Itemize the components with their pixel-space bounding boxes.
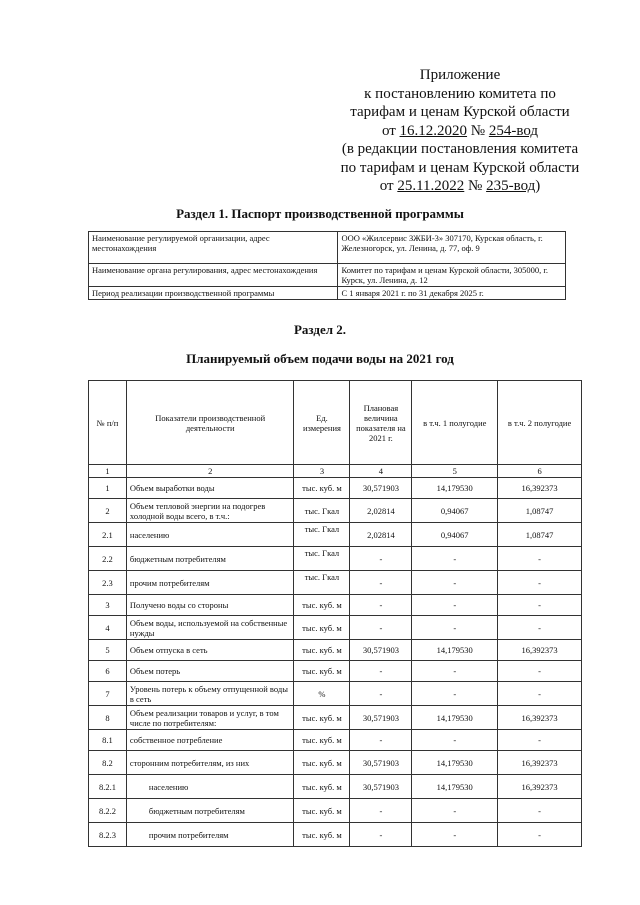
row-h1: 14,179530 xyxy=(412,640,498,661)
row-h1: - xyxy=(412,595,498,616)
row-indicator: бюджетным потребителям xyxy=(126,547,294,571)
row-h1: - xyxy=(412,799,498,823)
header-plan: Плановая величина показателя на 2021 г. xyxy=(350,381,412,465)
row-h2: - xyxy=(498,595,582,616)
amendment-number: 235-вод xyxy=(486,178,536,194)
col-number: 6 xyxy=(498,465,582,478)
row-plan: 30,571903 xyxy=(350,775,412,799)
row-indicator: бюджетным потребителям xyxy=(126,799,294,823)
passport-value: С 1 января 2021 г. по 31 декабря 2025 г. xyxy=(338,287,566,300)
table-row xyxy=(89,775,582,799)
row-num: 2.1 xyxy=(89,523,127,547)
table-row xyxy=(89,547,582,571)
row-indicator: собственное потребление xyxy=(126,730,294,751)
resolution-number: 254-вод xyxy=(488,122,539,139)
row-h2: - xyxy=(498,730,582,751)
header-line-4: от 16.12.2020 № 254-вод xyxy=(381,122,539,139)
row-h2: - xyxy=(498,682,582,706)
table-row xyxy=(89,595,582,616)
table-row xyxy=(89,706,582,730)
row-h1: 14,179530 xyxy=(412,706,498,730)
row-num: 2.2 xyxy=(89,547,127,571)
row-h1: 0,94067 xyxy=(412,523,498,547)
amendment-date: 25.11.2022 xyxy=(397,178,465,194)
row-unit: тыс. куб. м xyxy=(294,751,350,775)
row-h2: - xyxy=(498,799,582,823)
passport-table xyxy=(88,231,566,300)
table-row xyxy=(89,616,582,640)
row-plan: - xyxy=(350,547,412,571)
row-num: 2 xyxy=(89,499,127,523)
row-plan: 2,02814 xyxy=(350,523,412,547)
header-h2: в т.ч. 2 полугодие xyxy=(498,381,582,465)
row-plan: 30,571903 xyxy=(350,751,412,775)
passport-row xyxy=(89,264,566,287)
row-indicator: Объем тепловой энергии на подогрев холодной воды всего, в т.ч.: xyxy=(126,499,294,523)
col-number: 3 xyxy=(294,465,350,478)
row-plan: - xyxy=(350,682,412,706)
row-plan: - xyxy=(350,571,412,595)
header-indicator: Показатели производственной деятельности xyxy=(126,381,294,465)
passport-label: Наименование регулируемой организации, адрес местонахождения xyxy=(89,232,338,264)
table-row xyxy=(89,499,582,523)
row-plan: 30,571903 xyxy=(350,706,412,730)
row-unit: тыс. куб. м xyxy=(294,640,350,661)
header-line-6: по тарифам и ценам Курской области xyxy=(340,159,580,176)
row-indicator: Получено воды со стороны xyxy=(126,595,294,616)
table-row xyxy=(89,523,582,547)
row-plan: - xyxy=(350,799,412,823)
row-indicator: Объем отпуска в сеть xyxy=(126,640,294,661)
row-h1: - xyxy=(412,682,498,706)
header-line-7: от 25.11.2022 № 235-вод) xyxy=(379,178,541,194)
row-plan: 30,571903 xyxy=(350,478,412,499)
row-h2: - xyxy=(498,571,582,595)
row-unit: тыс. куб. м xyxy=(294,823,350,847)
appendix-header xyxy=(300,66,620,196)
header-num: № п/п xyxy=(89,381,127,465)
row-unit: тыс. куб. м xyxy=(294,661,350,682)
table-row xyxy=(89,799,582,823)
row-h2: 16,392373 xyxy=(498,706,582,730)
row-unit: тыс. куб. м xyxy=(294,730,350,751)
row-unit: тыс. куб. м xyxy=(294,595,350,616)
table-row xyxy=(89,640,582,661)
passport-label: Период реализации производственной программы xyxy=(89,287,338,300)
row-h1: - xyxy=(412,616,498,640)
row-unit: тыс. Гкал xyxy=(294,547,350,571)
row-h2: - xyxy=(498,616,582,640)
header-line-5: (в редакции постановления комитета xyxy=(341,141,579,157)
table-row xyxy=(89,823,582,847)
row-indicator: прочим потребителям xyxy=(126,823,294,847)
section1-title: Раздел 1. Паспорт производственной программы xyxy=(176,206,464,221)
column-number-row xyxy=(89,465,582,478)
col-number: 1 xyxy=(89,465,127,478)
row-unit: тыс. куб. м xyxy=(294,775,350,799)
row-num: 8.2.1 xyxy=(89,775,127,799)
row-h1: 14,179530 xyxy=(412,775,498,799)
table-header-row xyxy=(89,381,582,465)
row-unit: % xyxy=(294,682,350,706)
row-indicator: Объем воды, используемой на собственные нужды xyxy=(126,616,294,640)
water-volume-table xyxy=(88,380,582,847)
row-unit: тыс. куб. м xyxy=(294,799,350,823)
row-h1: - xyxy=(412,730,498,751)
row-unit: тыс. куб. м xyxy=(294,616,350,640)
col-number: 2 xyxy=(126,465,294,478)
table-row xyxy=(89,478,582,499)
row-h1: - xyxy=(412,571,498,595)
row-h2: - xyxy=(498,823,582,847)
row-plan: - xyxy=(350,823,412,847)
passport-label: Наименование органа регулирования, адрес местонахождения xyxy=(89,264,338,287)
row-num: 7 xyxy=(89,682,127,706)
row-num: 4 xyxy=(89,616,127,640)
row-indicator: населению xyxy=(126,523,294,547)
passport-row xyxy=(89,232,566,264)
row-indicator: населению xyxy=(126,775,294,799)
row-num: 8.2 xyxy=(89,751,127,775)
table-row xyxy=(89,661,582,682)
passport-value: Комитет по тарифам и ценам Курской области, 305000, г. Курск, ул. Ленина, д. 12 xyxy=(338,264,566,287)
row-indicator: Объем потерь xyxy=(126,661,294,682)
row-num: 2.3 xyxy=(89,571,127,595)
row-num: 8.1 xyxy=(89,730,127,751)
row-plan: 2,02814 xyxy=(350,499,412,523)
header-line-3: тарифам и ценам Курской области xyxy=(350,104,570,120)
row-indicator: сторонним потребителям, из них xyxy=(126,751,294,775)
row-num: 3 xyxy=(89,595,127,616)
row-h1: - xyxy=(412,547,498,571)
header-line-2: к постановлению комитета по xyxy=(364,85,556,102)
row-h2: 16,392373 xyxy=(498,478,582,499)
row-unit: тыс. Гкал xyxy=(294,499,350,523)
table-row xyxy=(89,730,582,751)
row-h2: 1,08747 xyxy=(498,499,582,523)
row-plan: 30,571903 xyxy=(350,640,412,661)
row-plan: - xyxy=(350,616,412,640)
row-plan: - xyxy=(350,661,412,682)
row-indicator: Объем выработки воды xyxy=(126,478,294,499)
row-h2: 16,392373 xyxy=(498,640,582,661)
row-h2: - xyxy=(498,547,582,571)
row-h1: 14,179530 xyxy=(412,478,498,499)
row-plan: - xyxy=(350,595,412,616)
row-num: 1 xyxy=(89,478,127,499)
table-row xyxy=(89,682,582,706)
row-unit: тыс. Гкал xyxy=(294,523,350,547)
row-h1: - xyxy=(412,661,498,682)
row-indicator: Объем реализации товаров и услуг, в том числе по потребителям: xyxy=(126,706,294,730)
row-num: 8 xyxy=(89,706,127,730)
row-unit: тыс. куб. м xyxy=(294,706,350,730)
row-h2: 1,08747 xyxy=(498,523,582,547)
row-num: 8.2.2 xyxy=(89,799,127,823)
row-num: 5 xyxy=(89,640,127,661)
row-h1: - xyxy=(412,823,498,847)
col-number: 4 xyxy=(350,465,412,478)
table-row xyxy=(89,571,582,595)
header-line-1: Приложение xyxy=(419,67,501,83)
row-unit: тыс. куб. м xyxy=(294,478,350,499)
section2-title: Раздел 2. xyxy=(293,322,347,337)
row-h2: 16,392373 xyxy=(498,751,582,775)
row-h1: 0,94067 xyxy=(412,499,498,523)
passport-value: ООО «Жилсервис ЗЖБИ-3» 307170, Курская область, г. Железногорск, ул. Ленина, д. 77, оф. 9 xyxy=(338,232,566,264)
table-row xyxy=(89,751,582,775)
col-number: 5 xyxy=(412,465,498,478)
row-h2: - xyxy=(498,661,582,682)
row-h1: 14,179530 xyxy=(412,751,498,775)
row-num: 6 xyxy=(89,661,127,682)
resolution-date: 16.12.2020 xyxy=(399,122,468,139)
header-h1: в т.ч. 1 полугодие xyxy=(412,381,498,465)
row-h2: 16,392373 xyxy=(498,775,582,799)
row-indicator: Уровень потерь к объему отпущенной воды в сеть xyxy=(126,682,294,706)
passport-row xyxy=(89,287,566,300)
row-num: 8.2.3 xyxy=(89,823,127,847)
header-unit: Ед. измерения xyxy=(294,381,350,465)
row-unit: тыс. Гкал xyxy=(294,571,350,595)
row-indicator: прочим потребителям xyxy=(126,571,294,595)
section2-subtitle: Планируемый объем подачи воды на 2021 год xyxy=(186,351,454,366)
row-plan: - xyxy=(350,730,412,751)
